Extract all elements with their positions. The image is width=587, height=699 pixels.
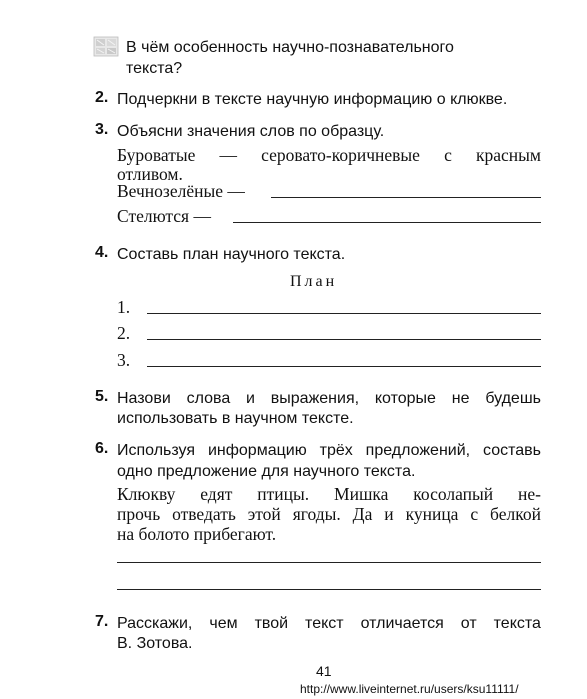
textbook-icon bbox=[93, 35, 119, 57]
passage-word: косолапый bbox=[413, 484, 494, 504]
task-2-number: 2. bbox=[95, 89, 109, 106]
task-word: Расскажи, bbox=[117, 615, 193, 632]
task-3-example-line2: отливом. bbox=[117, 164, 183, 184]
task-word: которые bbox=[374, 390, 436, 407]
example-word: красным bbox=[475, 145, 541, 165]
passage-word: птицы. bbox=[257, 484, 310, 504]
task-5-number: 5. bbox=[95, 388, 109, 405]
source-url[interactable]: http://www.liveinternet.ru/users/ksu11111/ bbox=[300, 682, 519, 696]
task-3-text: Объясни значения слов по образцу. bbox=[117, 123, 385, 140]
answer-line[interactable] bbox=[117, 562, 541, 563]
example-word: — bbox=[219, 145, 238, 165]
task-word: чем bbox=[209, 615, 238, 632]
task-5-line1 bbox=[117, 388, 541, 409]
passage-word: едят bbox=[200, 484, 233, 504]
example-word: серовато-коричневые bbox=[261, 145, 420, 165]
task-6-line1 bbox=[117, 440, 541, 461]
task-word: не bbox=[451, 390, 470, 407]
task-3-example-line1 bbox=[117, 145, 541, 165]
passage-word: куница bbox=[405, 504, 459, 524]
passage-word: с bbox=[470, 504, 479, 524]
plan-title: План bbox=[290, 273, 338, 290]
answer-line[interactable] bbox=[147, 339, 541, 340]
task-5-line2: использовать в научном тексте. bbox=[117, 410, 354, 427]
task-word: отличается bbox=[360, 615, 444, 632]
answer-line[interactable] bbox=[117, 589, 541, 590]
task-word: твой bbox=[254, 615, 289, 632]
plan-item-number: 2. bbox=[117, 323, 131, 343]
task-word: составь bbox=[483, 442, 541, 459]
task-7-line1 bbox=[117, 613, 541, 634]
passage-word: белкой bbox=[490, 504, 541, 524]
passage-word: не- bbox=[517, 484, 541, 504]
task-4-number: 4. bbox=[95, 244, 109, 261]
passage-line1 bbox=[117, 484, 541, 504]
task-word: трёх bbox=[319, 442, 353, 459]
task-6-number: 6. bbox=[95, 440, 109, 457]
passage-line2 bbox=[117, 504, 541, 524]
intro-question-line2: текста? bbox=[126, 60, 183, 77]
passage-line3: на болото прибегают. bbox=[117, 524, 277, 544]
task-6-line2: одно предложение для научного текста. bbox=[117, 463, 416, 480]
task-word: и bbox=[246, 390, 255, 407]
task-3-number: 3. bbox=[95, 121, 109, 138]
task-word: предложений, bbox=[365, 442, 471, 459]
answer-line[interactable] bbox=[147, 313, 541, 314]
task-word: текст bbox=[305, 615, 344, 632]
answer-line[interactable] bbox=[271, 197, 541, 198]
passage-word: Да bbox=[352, 504, 373, 524]
passage-word: Мишка bbox=[334, 484, 389, 504]
task-7-line2: В. Зотова. bbox=[117, 635, 193, 652]
intro-question-line1: В чём особенность научно-познавательного bbox=[126, 39, 454, 56]
task-4-text: Составь план научного текста. bbox=[117, 246, 346, 263]
task-7-number: 7. bbox=[95, 613, 109, 630]
passage-word: этой bbox=[247, 504, 281, 524]
task-word: будешь bbox=[485, 390, 541, 407]
passage-word: ягоды. bbox=[292, 504, 341, 524]
task-word: слова bbox=[186, 390, 231, 407]
page-number: 41 bbox=[316, 663, 332, 679]
task-word: Используя bbox=[117, 442, 196, 459]
plan-item-number: 1. bbox=[117, 297, 131, 317]
task-3-word1: Вечнозелёные — bbox=[117, 181, 245, 201]
task-word: выражения, bbox=[270, 390, 360, 407]
passage-word: прочь bbox=[117, 504, 161, 524]
task-3-word2: Стелются — bbox=[117, 206, 211, 226]
example-word: с bbox=[444, 145, 452, 165]
passage-word: Клюкву bbox=[117, 484, 176, 504]
task-word: от bbox=[460, 615, 477, 632]
task-word: информацию bbox=[207, 442, 307, 459]
answer-line[interactable] bbox=[147, 366, 541, 367]
example-word: Буроватые bbox=[117, 145, 196, 165]
passage-word: отведать bbox=[172, 504, 236, 524]
task-2-text: Подчеркни в тексте научную информацию о клюкве. bbox=[117, 91, 508, 108]
answer-line[interactable] bbox=[233, 222, 541, 223]
plan-item-number: 3. bbox=[117, 350, 131, 370]
task-word: текста bbox=[493, 615, 541, 632]
passage-word: и bbox=[384, 504, 394, 524]
task-word: Назови bbox=[117, 390, 171, 407]
